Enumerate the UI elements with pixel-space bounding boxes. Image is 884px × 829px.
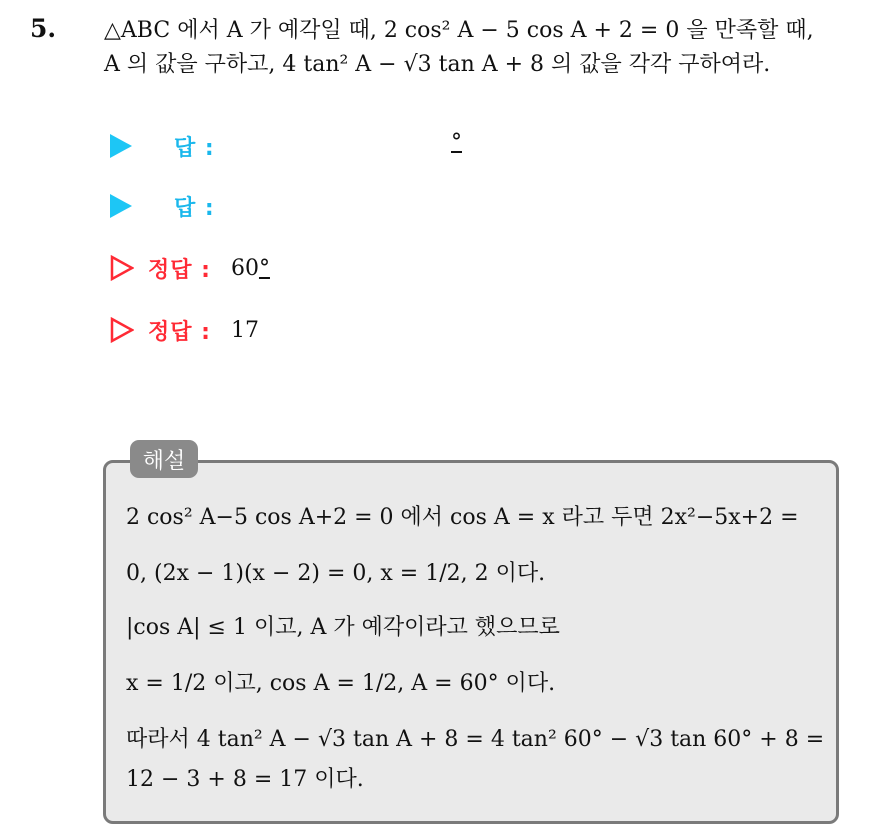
- correct-answer-row-1: [110, 252, 270, 284]
- solution-line-4: x = 1/2 이고, cos A = 1/2, A = 60° 이다.: [126, 671, 556, 696]
- solution-tab: 해설: [130, 440, 198, 478]
- answer-row-2[interactable]: [110, 190, 215, 222]
- outline-arrow-icon: [110, 255, 134, 281]
- outline-arrow-icon: [110, 317, 134, 343]
- play-arrow-icon: [110, 194, 132, 218]
- answer-label: 답 :: [174, 195, 215, 221]
- correct-answer-label: 정답 :: [148, 319, 211, 345]
- solution-line-1: 2 cos² A−5 cos A+2 = 0 에서 cos A = x 라고 두면 2x²−5x+2 =: [126, 505, 799, 530]
- solution-line-3: |cos A| ≤ 1 이고, A 가 예각이라고 했으므로: [126, 615, 560, 640]
- question-line-1: △ABC 에서 A 가 예각일 때, 2 cos² A − 5 cos A + 2 = 0 을 만족할 때,: [104, 18, 814, 43]
- answer-row-1[interactable]: [110, 130, 215, 162]
- play-arrow-icon: [110, 134, 132, 158]
- correct-answer-unit: °: [258, 255, 270, 281]
- correct-answer-row-2: [110, 314, 259, 346]
- question-line-2: A 의 값을 구하고, 4 tan² A − √3 tan A + 8 의 값을 각각 구하여라.: [104, 52, 771, 77]
- question-text: [104, 14, 874, 82]
- solution-line-2: 0, (2x − 1)(x − 2) = 0, x = 1/2, 2 이다.: [126, 561, 546, 586]
- solution-line-5: 따라서 4 tan² A − √3 tan A + 8 = 4 tan² 60° − √3 tan 60° + 8 =: [126, 727, 825, 752]
- correct-answer-value: 17: [230, 317, 259, 343]
- correct-answer-label: 정답 :: [148, 257, 211, 283]
- question-number: 5.: [30, 14, 57, 43]
- answer-blank-degree[interactable]: °: [451, 130, 462, 155]
- solution-line-6: 12 − 3 + 8 = 17 이다.: [126, 767, 364, 792]
- correct-answer-number: 60: [230, 255, 259, 281]
- correct-answer-value: [231, 256, 270, 281]
- answer-label: 답 :: [174, 135, 215, 161]
